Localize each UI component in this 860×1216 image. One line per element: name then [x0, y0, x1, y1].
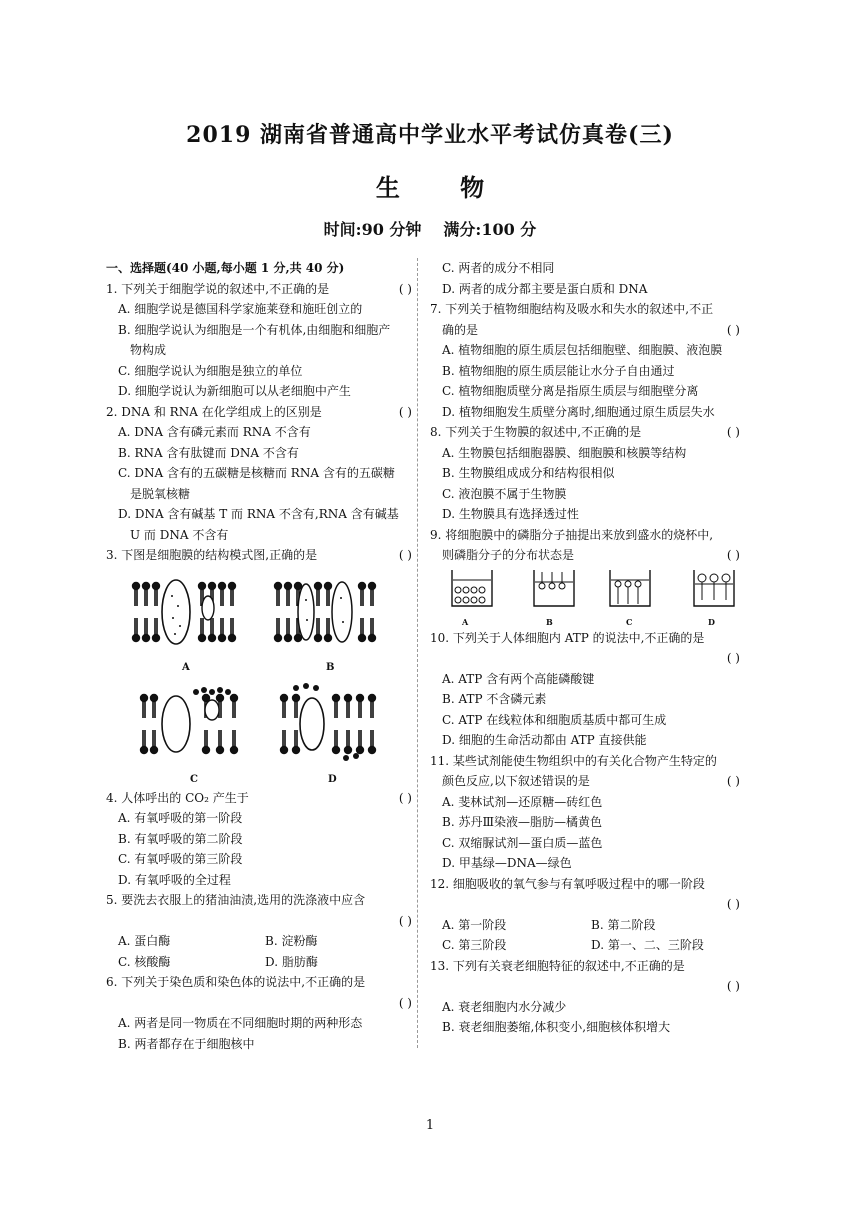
q2-option-d-cont: U 而 DNA 不含有: [130, 527, 229, 542]
q7-option-d: D. 植物细胞发生质壁分离时,细胞通过原生质层失水: [442, 404, 715, 419]
q13-option-a: A. 衰老细胞内水分减少: [442, 999, 567, 1014]
column-divider: [417, 258, 418, 1048]
q11-option-a: A. 斐林试剂—还原糖—砖红色: [442, 794, 603, 809]
q5-option-a: A. 蛋白酶: [118, 934, 171, 948]
membrane-figure-a: [128, 576, 238, 648]
left-column: [106, 258, 412, 1054]
q6-option-c: C. 两者的成分不相同: [442, 261, 555, 275]
q4-option-b: B. 有氧呼吸的第二阶段: [118, 831, 243, 846]
beaker-a: [450, 568, 494, 610]
membrane-figure-b: [270, 576, 382, 648]
q10-option-b: B. ATP 不含磷元素: [442, 692, 547, 706]
q5-options-row-1: [106, 931, 412, 952]
question-5-stem: 5. 要洗去衣服上的猪油油渍,选用的洗涤液中应含: [106, 893, 366, 907]
question-4-stem: 4. 人体呼出的 CO₂ 产生于 ( ): [106, 790, 412, 805]
q11-option-c: C. 双缩脲试剂—蛋白质—蓝色: [442, 835, 603, 850]
beaker-c: [608, 568, 652, 610]
right-column: [430, 258, 740, 1038]
q10-option-a: A. ATP 含有两个高能磷酸键: [442, 671, 595, 686]
q5-answer-paren: ( ): [398, 913, 412, 928]
beaker-label-a: A: [462, 616, 469, 627]
figure-label-a: A: [182, 661, 190, 673]
q7-option-b: B. 植物细胞的原生质层能让水分子自由通过: [442, 363, 675, 378]
q4-option-d: D. 有氧呼吸的全过程: [118, 872, 231, 887]
membrane-figure-d: [276, 682, 380, 762]
q10-option-c: C. ATP 在线粒体和细胞质基质中都可生成: [442, 712, 667, 727]
q8-option-c: C. 液泡膜不属于生物膜: [442, 486, 567, 501]
membrane-figures: [106, 570, 412, 784]
beaker-label-c: C: [626, 616, 633, 627]
q2-option-c-cont: 是脱氧核糖: [130, 486, 191, 501]
q4-option-c: C. 有氧呼吸的第三阶段: [118, 852, 243, 866]
q5-option-c: C. 核酸酶: [118, 954, 171, 969]
q2-option-a: A. DNA 含有磷元素而 RNA 不含有: [118, 425, 311, 439]
question-11-stem-cont: 颜色反应,以下叙述错误的是 ( ): [442, 774, 740, 788]
figure-label-c: C: [190, 773, 198, 785]
q12-options-row-1: [430, 915, 740, 936]
question-3-stem: 3. 下图是细胞膜的结构模式图,正确的是 ( ): [106, 548, 412, 562]
page-number: 1: [425, 1118, 435, 1133]
question-8-stem: 8. 下列关于生物膜的叙述中,不正确的是 ( ): [430, 425, 740, 439]
figure-label-b: B: [326, 661, 335, 673]
q12-options-row-2: [430, 935, 740, 956]
question-1-stem: 1. 下列关于细胞学说的叙述中,不正确的是 ( ): [106, 281, 412, 296]
q1-option-c: C. 细胞学说认为细胞是独立的单位: [118, 363, 303, 378]
q11-option-b: B. 苏丹Ⅲ染液—脂肪—橘黄色: [442, 815, 603, 829]
question-10-stem: 10. 下列关于人体细胞内 ATP 的说法中,不正确的是: [430, 630, 705, 645]
exam-title: 2019 湖南省普通高中学业水平考试仿真卷(三): [186, 122, 674, 148]
exam-meta: [0, 217, 860, 240]
q7-option-c: C. 植物细胞质壁分离是指原生质层与细胞壁分离: [442, 384, 699, 398]
question-7-stem-cont: 确的是 ( ): [442, 322, 740, 337]
q5-option-d: D. 脂肪酶: [265, 954, 318, 969]
subject-title: 生 物: [375, 173, 511, 202]
q12-option-b: B. 第二阶段: [591, 917, 656, 932]
beaker-figures: [430, 568, 740, 627]
q1-option-b: B. 细胞学说认为细胞是一个有机体,由细胞和细胞产: [118, 322, 391, 337]
q12-option-d: D. 第一、二、三阶段: [591, 938, 704, 952]
beaker-label-b: B: [546, 616, 553, 627]
question-7-stem: 7. 下列关于植物细胞结构及吸水和失水的叙述中,不正: [430, 302, 714, 316]
q2-option-c: C. DNA 含有的五碳糖是核糖而 RNA 含有的五碳糖: [118, 466, 395, 480]
beaker-d: [692, 568, 736, 610]
section-heading: 一、选择题(40 小题,每小题 1 分,共 40 分): [106, 261, 345, 275]
question-13-stem: 13. 下列有关衰老细胞特征的叙述中,不正确的是: [430, 958, 685, 973]
q6-option-d: D. 两者的成分都主要是蛋白质和 DNA: [442, 281, 648, 296]
q2-option-b: B. RNA 含有肽键而 DNA 不含有: [118, 445, 299, 460]
q4-option-a: A. 有氧呼吸的第一阶段: [118, 811, 243, 825]
question-2-stem: 2. DNA 和 RNA 在化学组成上的区别是 ( ): [106, 404, 412, 419]
question-6-stem: 6. 下列关于染色质和染色体的说法中,不正确的是: [106, 975, 366, 989]
q6-option-b: B. 两者都存在于细胞核中: [118, 1036, 255, 1051]
beaker-b: [532, 568, 576, 610]
beaker-label-d: D: [708, 616, 715, 627]
exam-time: 时间:90 分钟: [323, 220, 422, 239]
q13-answer-paren: ( ): [726, 979, 740, 993]
q6-answer-paren: ( ): [398, 995, 412, 1010]
figure-label-d: D: [328, 773, 337, 785]
question-9-stem: 9. 将细胞膜中的磷脂分子抽提出来放到盛水的烧杯中,: [430, 527, 714, 542]
q10-answer-paren: ( ): [726, 651, 740, 665]
q8-option-d: D. 生物膜具有选择透过性: [442, 507, 579, 521]
q5-option-b: B. 淀粉酶: [265, 934, 318, 948]
exam-score: 满分:100 分: [443, 220, 537, 239]
q1-option-d: D. 细胞学说认为新细胞可以从老细胞中产生: [118, 384, 351, 398]
q13-option-b: B. 衰老细胞萎缩,体积变小,细胞核体积增大: [442, 1020, 671, 1034]
q12-option-c: C. 第三阶段: [442, 938, 507, 952]
membrane-figure-c: [136, 686, 248, 760]
q6-option-a: A. 两者是同一物质在不同细胞时期的两种形态: [118, 1016, 363, 1030]
q12-option-a: A. 第一阶段: [442, 917, 507, 932]
question-12-stem: 12. 细胞吸收的氧气参与有氧呼吸过程中的哪一阶段: [430, 876, 705, 891]
q11-option-d: D. 甲基绿—DNA—绿色: [442, 856, 572, 870]
q7-option-a: A. 植物细胞的原生质层包括细胞壁、细胞膜、液泡膜: [442, 343, 723, 357]
q8-option-b: B. 生物膜组成成分和结构很相似: [442, 466, 615, 480]
question-9-stem-cont: 则磷脂分子的分布状态是 ( ): [442, 548, 740, 562]
q12-answer-paren: ( ): [726, 897, 740, 911]
q1-option-b-cont: 物构成: [130, 343, 167, 357]
q5-options-row-2: [106, 952, 412, 973]
q8-option-a: A. 生物膜包括细胞器膜、细胞膜和核膜等结构: [442, 445, 687, 460]
q2-option-d: D. DNA 含有碱基 T 而 RNA 不含有,RNA 含有碱基: [118, 507, 399, 521]
q1-option-a: A. 细胞学说是德国科学家施莱登和施旺创立的: [118, 302, 363, 316]
q10-option-d: D. 细胞的生命活动都由 ATP 直接供能: [442, 733, 647, 747]
question-11-stem: 11. 某些试剂能使生物组织中的有关化合物产生特定的: [430, 753, 717, 768]
